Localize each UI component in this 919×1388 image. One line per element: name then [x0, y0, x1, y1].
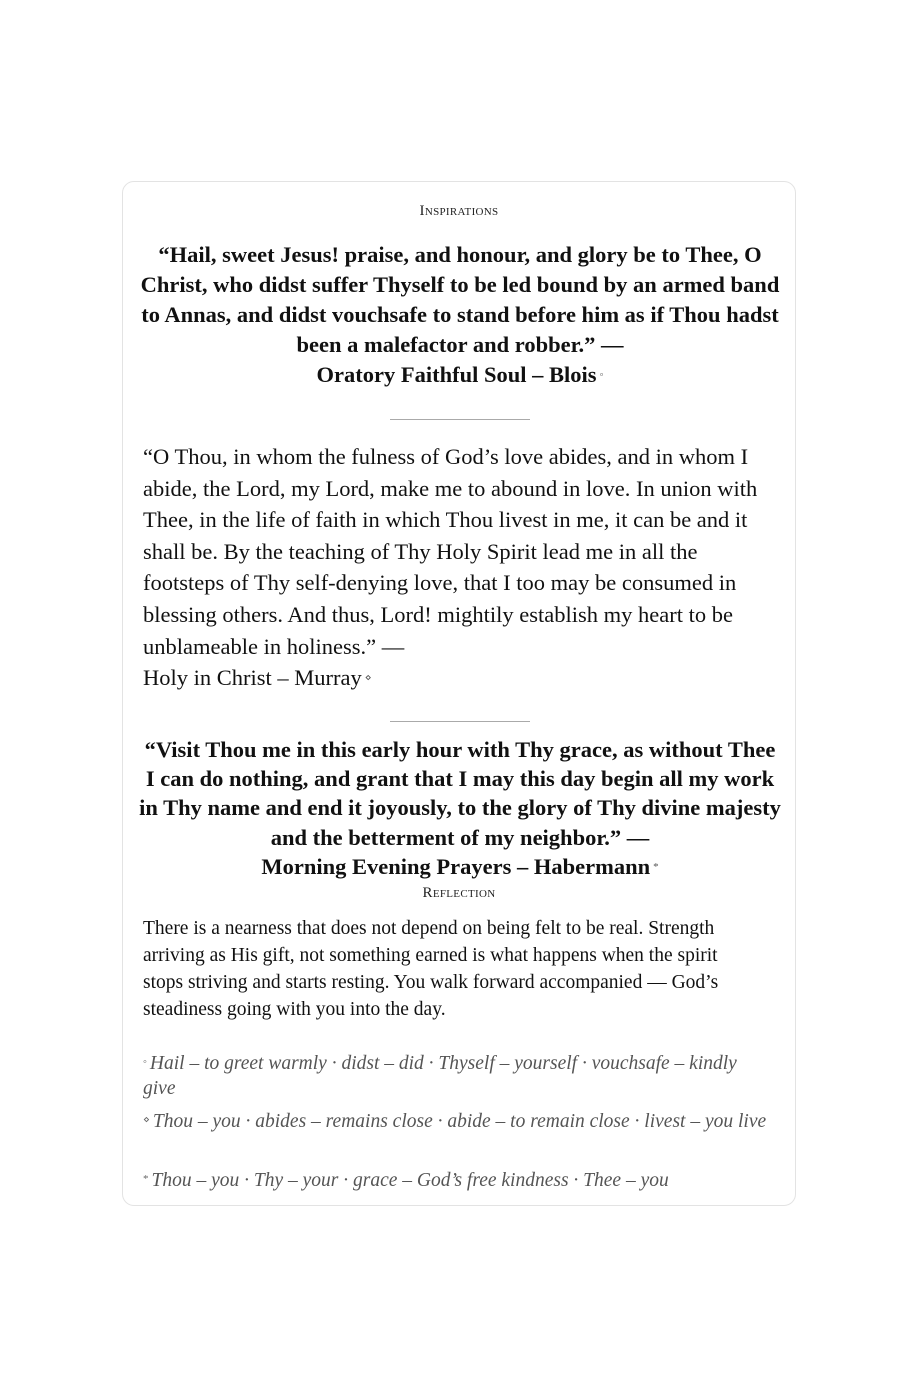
gloss-murray [143, 1108, 773, 1134]
quote-murray-marker: ⋄ [364, 672, 372, 685]
quote-habermann-marker: * [653, 860, 659, 873]
quote-blois-marker: ◦ [599, 369, 604, 381]
gloss-habermann-text: Thou – you · Thy – your · grace – God’s free kindness · Thee – you [151, 1170, 669, 1191]
quote-murray-text: “O Thou, in whom the fulness of God’s love abides, and in whom I abide, the Lord, my Lord, make me to abound in love. In union with Thee, in the life of faith in which Thou livest in me, it can be and it shall be. By the teaching of Thy Holy Spirit lead me in all the footsteps of Thy self-denying love, that I too may be consumed in blessing others. And thus, Lord! mightily establish my heart to be unblameable in holiness.” — [143, 444, 758, 659]
quote-murray-source: Holy in Christ – Murray [143, 665, 362, 691]
reflection-heading: Reflection [422, 885, 496, 901]
gloss-blois-marker: ◦ [143, 1056, 147, 1068]
quote-blois-text: “Hail, sweet Jesus! praise, and honour, and glory be to Thee, O Christ, who didst suffer Thyself to be led bound by an armed band to Annas, and didst vouchsafe to stand before him as if Thou hadst been a malefactor and robber.” — [140, 242, 780, 357]
gloss-habermann-marker: * [143, 1173, 149, 1185]
quote-murray [143, 441, 783, 695]
quote-habermann-source: Morning Evening Prayers – Habermann [261, 853, 651, 879]
gloss-habermann [143, 1167, 773, 1193]
gloss-murray-marker: ⋄ [143, 1114, 150, 1126]
reflection-text: There is a nearness that does not depend on being felt to be real. Strength arriving as His gift, not something earned is what happens when the spirit stops striving and starts resting. You walk forward accompanied — God’s steadiness going with you into the day. [143, 918, 719, 1020]
inspirations-card [122, 181, 796, 1206]
quote-blois [139, 240, 781, 390]
quote-blois-source: Oratory Faithful Soul – Blois [316, 362, 597, 387]
section-divider-1 [390, 419, 530, 420]
quote-habermann [139, 735, 781, 882]
inspirations-heading: Inspirations [419, 203, 499, 219]
gloss-murray-text: Thou – you · abides – remains close · abide – to remain close · livest – you live [152, 1111, 767, 1132]
section-divider-2 [390, 721, 530, 722]
quote-habermann-text: “Visit Thou me in this early hour with Thy grace, as without Thee I can do nothing, and grant that I may this day begin all my work in Thy name and end it joyously, to the glory of Thy divine majesty and the betterment of my neighbor.” — [139, 737, 781, 850]
gloss-blois [143, 1050, 773, 1101]
gloss-blois-text: Hail – to greet warmly · didst – did · Thyself – yourself · vouchsafe – kindly give [143, 1053, 737, 1099]
